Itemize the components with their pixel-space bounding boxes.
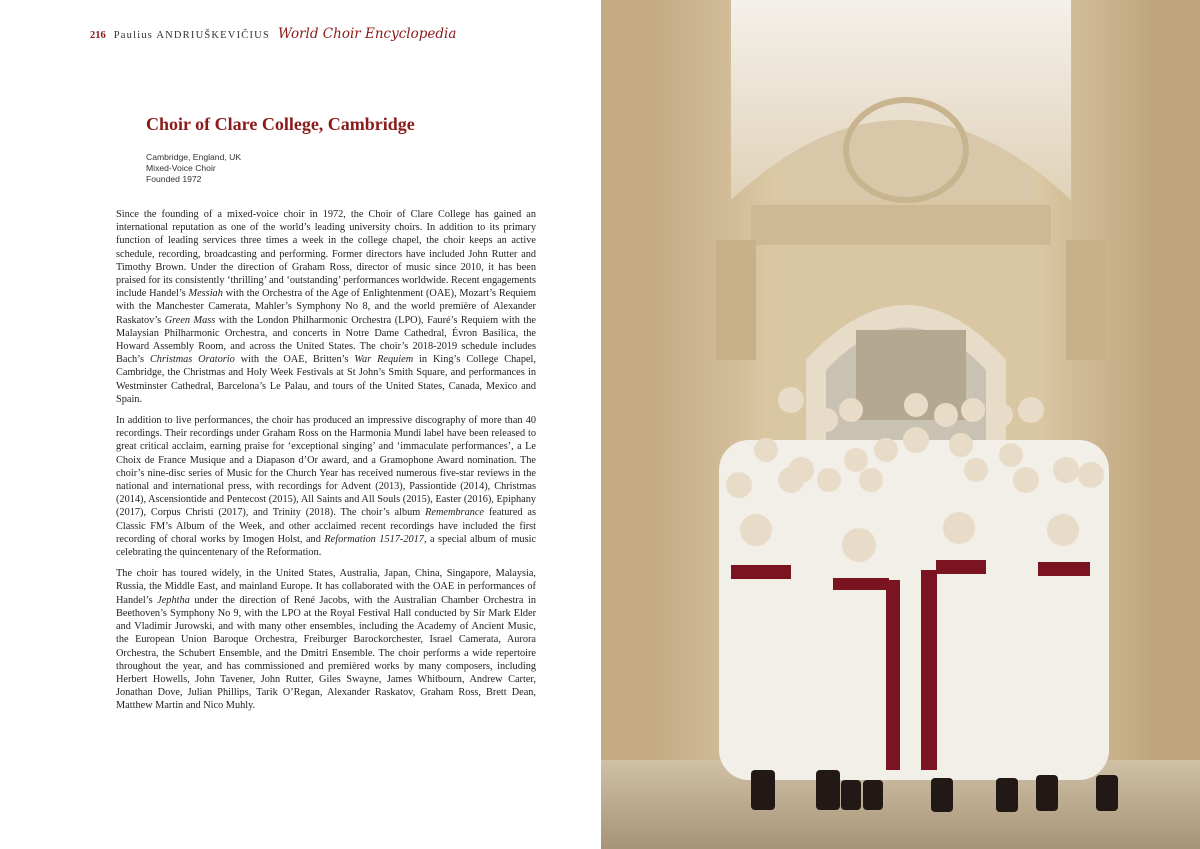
right-page-photo <box>601 0 1200 849</box>
photo-cornice <box>751 205 1051 245</box>
entry-founded: Founded 1972 <box>146 174 202 184</box>
italic-title-text: Messiah <box>188 288 223 300</box>
choir-photograph <box>601 0 1200 849</box>
paragraph-text: in King’s College Chapel, Cambridge, the Christmas and Holy Week Festivals at St John’s Smith Square, and performances in Westminster Cathedral, Barcelona’s Le Palau, and tours of the United States, Canada, Mexico and Spain. <box>116 354 536 405</box>
entry-location: Cambridge, England, UK <box>146 152 242 162</box>
photo-niche-left <box>716 240 756 360</box>
italic-title-text: Christmas Oratorio <box>149 354 235 366</box>
entry-title: Choir of Clare College, Cambridge <box>146 114 415 134</box>
paragraph-text: under the direction of René Jacobs, with the Australian Chamber Orchestra in Beethoven’s Symphony No 9, with the LPO at the Royal Festival Hall conducted by Sir Mark Elder and Vladimir Jurowski, and with many other ensembles, including the Academy of Ancient Music, the European Union Baroque Orchestra, Freiburger Barockorchester, Israel Camerata, Aurora Orchestra, the Schubert Ensemble, and the Dmitri Ensemble. The choir performs a wide repertoire throughout the year, and has commissioned and premièred works by many composers, including Herbert Howells, John Tavener, John Rutter, Giles Swayne, James Whitbourn, Andrew Carter, Jonathan Dove, Julian Phillips, Tarik O’Regan, Alexander Raskatov, Graham Ross, Brett Dean, Matthew Martin and Nico Muhly. <box>116 594 536 712</box>
paragraph-text: with the London Philharmonic Orchestra (LPO), Fauré’s Requiem with the Malaysian Philharmonic Orchestra, and concerts in Notre Dame Cathedral, Évron Basilica, the Howard Assembly Room, and across the United States. The choir’s 2018-2019 schedule includes Bach’s <box>116 314 537 366</box>
paragraph-text: featured as Classic FM’s Album of the Week, and other acclaimed recent recordings have included the first recording of choral works by Imogen Holst, and <box>116 507 536 545</box>
entry-meta <box>146 152 241 185</box>
paragraph-text: , a special album of music celebrating the quincentenary of the Reformation. <box>116 533 537 559</box>
photo-pilaster-right <box>1146 0 1200 849</box>
photo-niche-right <box>1066 240 1106 360</box>
italic-title-text: Green Mass <box>164 314 216 326</box>
entry-choir-type: Mixed-Voice Choir <box>146 163 216 173</box>
photo-pilaster-left <box>601 0 661 849</box>
photo-choir-group <box>719 387 1118 812</box>
page-number: 216 <box>90 30 106 41</box>
paragraph-text: The choir has toured widely, in the United States, Australia, Japan, China, Singapore, Malaysia, Russia, the Middle East, and mainland Europe. It has collaborated with the OAE in performances of Handel’s <box>116 568 536 606</box>
italic-title-text: Remembrance <box>425 507 485 519</box>
paragraph-text: with the Orchestra of the Age of Enlightenment (OAE), Mozart’s Requiem with the Manchester Camerata, Mahler’s Symphony No 8, and the world première of Alexander Raskatov’s <box>116 288 536 326</box>
book-title: World Choir Encyclopedia <box>278 26 457 42</box>
paragraph-text: with the OAE, Britten’s <box>234 354 355 366</box>
paragraph-text: In addition to live performances, the choir has produced an impressive discography of more than 40 recordings. Their recordings under Graham Ross on the Harmonia Mundi label have been released to great critical acclaim, earning praise for ‘exceptional singing’ and ‘immaculate performances’, a Le Choix de France Musique and a Diapason d’Or award, and a Gramophone Award nomination. The choir’s nine-disc series of Music for the Church Year has received numerous five-star reviews in the national and international press, with recordings for Advent (2013), Passiontide (2014), Christmas (2014), Ascensiontide and Pentecost (2015), All Saints and All Souls (2015), Easter (2016), Epiphany (2017), Corpus Christi (2017), and Trinity (2018). The choir’s album <box>116 415 536 519</box>
running-head <box>90 26 456 46</box>
entry-body <box>116 208 536 721</box>
italic-title-text: Reformation 1517-2017 <box>324 533 424 545</box>
body-paragraph <box>116 567 536 712</box>
author-name: Paulius ANDRIUŠKEVIČIUS <box>113 30 270 41</box>
paragraph-text: Since the founding of a mixed-voice choir in 1972, the Choir of Clare College has gained an international reputation as one of the world’s leading university choirs. In addition to its primary function of leading services three times a week in the college chapel, the choir keeps an active schedule, recording, broadcasting and performing. Former directors have included John Rutter and Timothy Brown. Under the direction of Graham Ross, director of music since 2010, it has been praised for its consistently ‘thrilling’ and ‘outstanding’ performances worldwide. Recent engagements include Handel’s <box>116 209 536 300</box>
body-paragraph <box>116 208 536 406</box>
body-paragraph <box>116 414 536 559</box>
italic-title-text: Jephtha <box>157 594 190 606</box>
italic-title-text: War Requiem <box>354 354 414 366</box>
